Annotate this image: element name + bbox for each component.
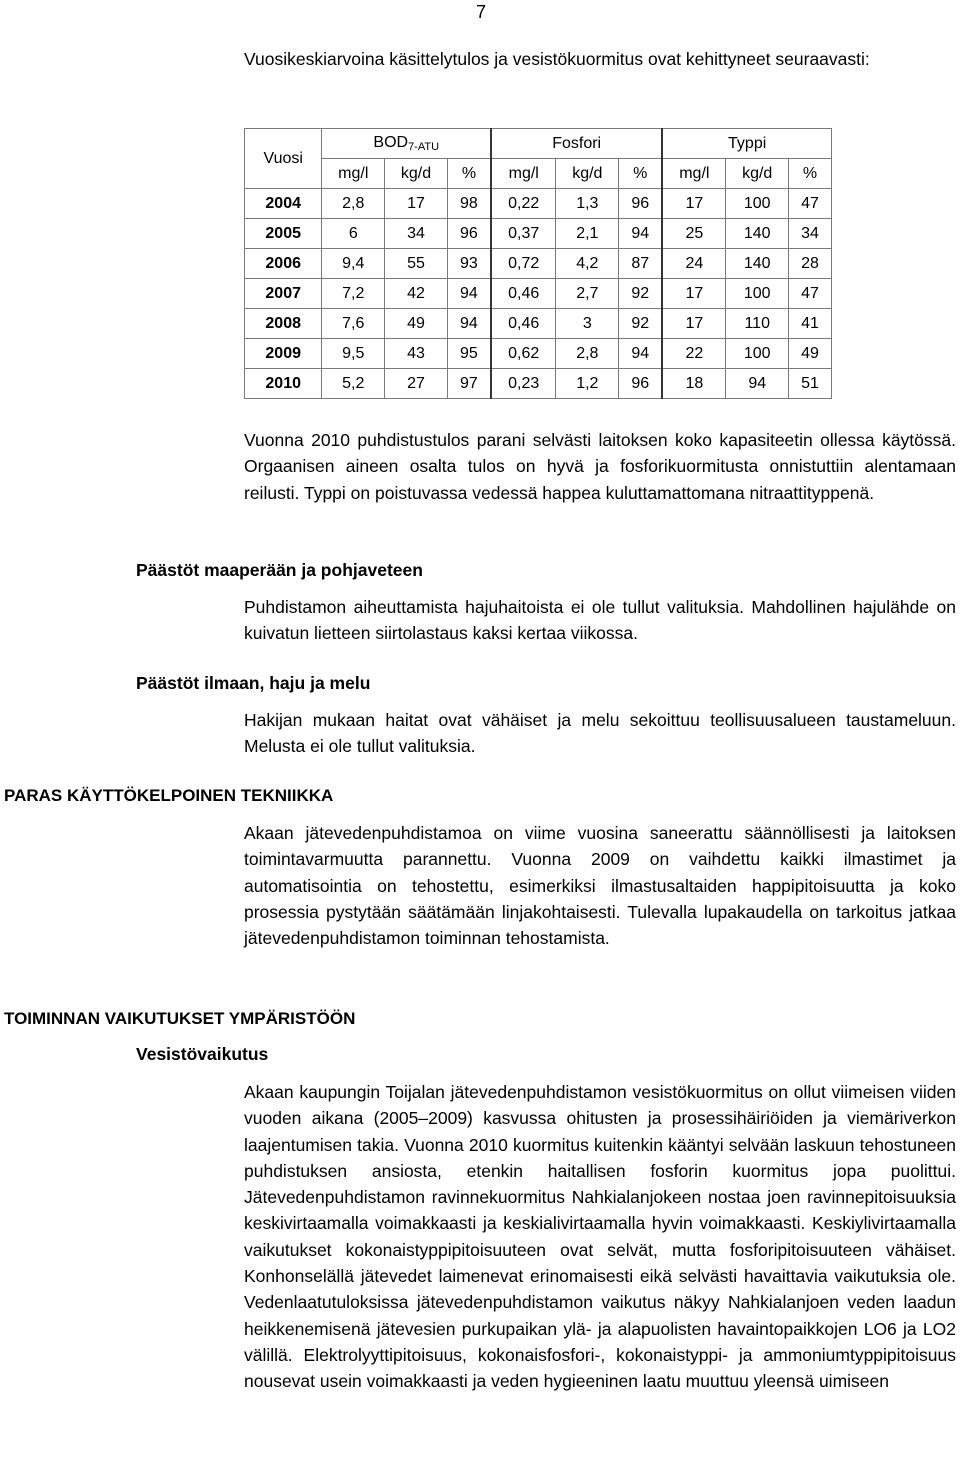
value-cell: 93 <box>447 249 491 279</box>
table-body <box>245 189 832 399</box>
typpi-header: Typpi <box>662 129 831 159</box>
value-cell: 17 <box>662 309 726 339</box>
value-cell: 2,7 <box>556 279 619 309</box>
value-cell: 98 <box>447 189 491 219</box>
bod-header <box>322 129 491 159</box>
value-cell: 47 <box>789 189 832 219</box>
value-cell: 96 <box>619 369 663 399</box>
emissions-table <box>244 128 832 399</box>
value-cell: 92 <box>619 279 663 309</box>
value-cell: 92 <box>619 309 663 339</box>
unit-header: kg/d <box>556 159 619 189</box>
year-cell: 2006 <box>245 249 322 279</box>
value-cell: 2,8 <box>322 189 385 219</box>
bod-sub: 7-ATU <box>408 141 440 153</box>
year-cell: 2010 <box>245 369 322 399</box>
value-cell: 94 <box>619 219 663 249</box>
value-cell: 2,1 <box>556 219 619 249</box>
unit-header: kg/d <box>726 159 789 189</box>
value-cell: 34 <box>789 219 832 249</box>
heading-vesistovaikutus: Vesistövaikutus <box>136 1044 269 1064</box>
value-cell: 17 <box>662 189 726 219</box>
heading-maaperaan: Päästöt maaperään ja pohjaveteen <box>136 560 423 580</box>
value-cell: 55 <box>385 249 448 279</box>
value-cell: 100 <box>726 189 789 219</box>
value-cell: 96 <box>447 219 491 249</box>
table-row <box>245 219 832 249</box>
value-cell: 94 <box>726 369 789 399</box>
table-row <box>245 339 832 369</box>
value-cell: 24 <box>662 249 726 279</box>
value-cell: 0,37 <box>491 219 556 249</box>
value-cell: 140 <box>726 249 789 279</box>
value-cell: 1,2 <box>556 369 619 399</box>
value-cell: 0,46 <box>491 309 556 339</box>
heading-toiminnan-vaikutukset: TOIMINNAN VAIKUTUKSET YMPÄRISTÖÖN <box>4 1009 356 1028</box>
value-cell: 5,2 <box>322 369 385 399</box>
year-header: Vuosi <box>245 129 322 189</box>
paragraph-ilmaan: Hakijan mukaan haitat ovat vähäiset ja melu sekoittuu teollisuusalueen taustameluun. Melusta ei ole tullut valituksia. <box>244 710 956 757</box>
value-cell: 7,6 <box>322 309 385 339</box>
value-cell: 2,8 <box>556 339 619 369</box>
intro-paragraph: Vuosikeskiarvoina käsittelytulos ja vesistökuormitus ovat kehittyneet seuraavasti: <box>244 49 870 69</box>
value-cell: 94 <box>447 309 491 339</box>
unit-header: kg/d <box>385 159 448 189</box>
value-cell: 110 <box>726 309 789 339</box>
unit-header-row <box>245 159 832 189</box>
value-cell: 28 <box>789 249 832 279</box>
value-cell: 22 <box>662 339 726 369</box>
value-cell: 9,5 <box>322 339 385 369</box>
year-cell: 2004 <box>245 189 322 219</box>
unit-header: mg/l <box>322 159 385 189</box>
year-cell: 2008 <box>245 309 322 339</box>
value-cell: 51 <box>789 369 832 399</box>
value-cell: 96 <box>619 189 663 219</box>
paragraph-2010: Vuonna 2010 puhdistustulos parani selvästi laitoksen koko kapasiteetin ollessa käytössä. Orgaanisen aineen osalta tulos on hyvä ja fosforikuormitusta onnistuttiin alentamaan reilusti. Typpi on poistuvassa vedessä happea kuluttamattomana nitraattityppenä. <box>244 430 956 503</box>
unit-header: % <box>619 159 663 189</box>
value-cell: 41 <box>789 309 832 339</box>
value-cell: 3 <box>556 309 619 339</box>
value-cell: 0,23 <box>491 369 556 399</box>
year-cell: 2009 <box>245 339 322 369</box>
value-cell: 95 <box>447 339 491 369</box>
paragraph-vesistovaikutus: Akaan kaupungin Toijalan jätevedenpuhdistamon vesistökuormitus on ollut viimeisen viiden vuoden aikana (2005–2009) kasvussa ohitusten ja prosessihäiriöiden ja viemäriverkon laajentumisen takia. Vuonna 2010 kuormitus kuitenkin kääntyi selvään laskuun tehostuneen puhdistuksen ansiosta, etenkin haitallisen fosforin kuormitus jopa puolittui. Jätevedenpuhdistamon ravinnekuormitus Nahkialanjokeen nostaa joen ravinnepitoisuuksia keskivirtaamalla voimakkaasti ja keskialivirtaamalla hyvin voimakkaasti. Keskiylivirtaamalla vaikutukset kokonaistyppipitoisuuteen ovat selvät, mutta fosforipitoisuuteen vähäiset. Konhonselällä jätevedet laimenevat erinomaisesti eikä selvästi havaittavia vaikutuksia ole. Vedenlaatutuloksissa jätevedenpuhdistamon vaikutus näkyy Nahkialanjoen veden laadun heikkenemisenä jätevesien purkupaikan ylä- ja alapuolisten havaintopaikkojen LO6 ja LO2 välillä. Elektrolyyttipitoisuus, kokonaisfosfori-, kokonaistyppi- ja ammoniumtyppipitoisuus nousevat usein voimakkaasti ja veden hygieeninen laatu muuttuu yleensä uimiseen <box>244 1082 956 1392</box>
value-cell: 9,4 <box>322 249 385 279</box>
value-cell: 0,46 <box>491 279 556 309</box>
fosfori-header: Fosfori <box>491 129 662 159</box>
unit-header: % <box>789 159 832 189</box>
value-cell: 100 <box>726 339 789 369</box>
year-cell: 2005 <box>245 219 322 249</box>
value-cell: 4,2 <box>556 249 619 279</box>
heading-paras-tekniikka: PARAS KÄYTTÖKELPOINEN TEKNIIKKA <box>4 786 334 805</box>
unit-header: mg/l <box>662 159 726 189</box>
value-cell: 140 <box>726 219 789 249</box>
value-cell: 18 <box>662 369 726 399</box>
value-cell: 49 <box>385 309 448 339</box>
bod-main: BOD <box>373 134 409 151</box>
value-cell: 34 <box>385 219 448 249</box>
table-row <box>245 369 832 399</box>
table-row <box>245 279 832 309</box>
table-row <box>245 249 832 279</box>
value-cell: 17 <box>662 279 726 309</box>
value-cell: 27 <box>385 369 448 399</box>
value-cell: 47 <box>789 279 832 309</box>
heading-ilmaan: Päästöt ilmaan, haju ja melu <box>136 673 371 693</box>
value-cell: 42 <box>385 279 448 309</box>
value-cell: 0,22 <box>491 189 556 219</box>
unit-header: mg/l <box>491 159 556 189</box>
paragraph-paras-tekniikka: Akaan jätevedenpuhdistamoa on viime vuosina saneerattu säännöllisesti ja laitoksen toimintavarmuutta parannettu. Vuonna 2009 on vaihdettu kaikki ilmastimet ja automatisointia on tehostettu, esimerkiksi ilmastusaltaiden happipitoisuutta ja koko prosessia pystytään säätämään linjakohtaisesti. Tulevalla lupakaudella on tarkoitus jatkaa jätevedenpuhdistamon toiminnan tehostamista. <box>244 823 956 949</box>
value-cell: 94 <box>619 339 663 369</box>
value-cell: 7,2 <box>322 279 385 309</box>
value-cell: 1,3 <box>556 189 619 219</box>
value-cell: 6 <box>322 219 385 249</box>
paragraph-maaperaan: Puhdistamon aiheuttamista hajuhaitoista ei ole tullut valituksia. Mahdollinen hajulähde on kuivatun lietteen siirtolastaus kaksi kertaa viikossa. <box>244 597 956 644</box>
value-cell: 49 <box>789 339 832 369</box>
value-cell: 0,72 <box>491 249 556 279</box>
table-row <box>245 189 832 219</box>
page-number: 7 <box>476 2 487 22</box>
value-cell: 97 <box>447 369 491 399</box>
value-cell: 0,62 <box>491 339 556 369</box>
unit-header: % <box>447 159 491 189</box>
value-cell: 25 <box>662 219 726 249</box>
value-cell: 17 <box>385 189 448 219</box>
value-cell: 43 <box>385 339 448 369</box>
value-cell: 100 <box>726 279 789 309</box>
value-cell: 94 <box>447 279 491 309</box>
year-cell: 2007 <box>245 279 322 309</box>
table-row <box>245 309 832 339</box>
value-cell: 87 <box>619 249 663 279</box>
